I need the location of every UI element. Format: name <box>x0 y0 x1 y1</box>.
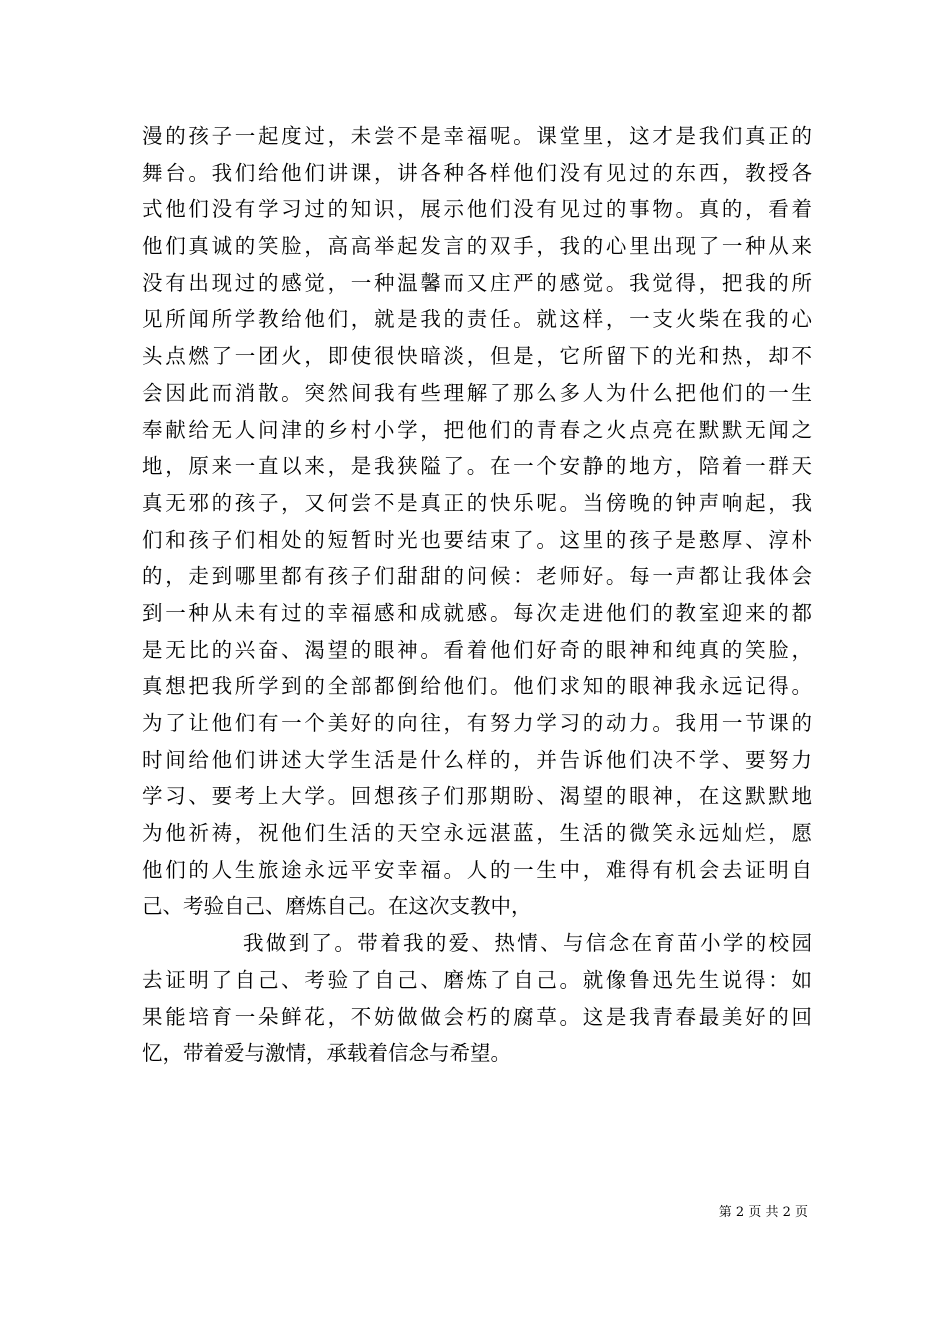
text-line: 我做到了。带着我的爱、热情、与信念在育苗小学的校园 <box>243 931 812 956</box>
text-line: 时间给他们讲述大学生活是什么样的，并告诉他们决不学、要努力 <box>142 747 812 772</box>
text-line: 们和孩子们相处的短暂时光也要结束了。这里的孩子是憨厚、淳朴 <box>142 527 812 552</box>
text-line: 真无邪的孩子，又何尝不是真正的快乐呢。当傍晚的钟声响起，我 <box>142 490 812 515</box>
text-line: 他们真诚的笑脸，高高举起发言的双手，我的心里出现了一种从来 <box>142 234 812 259</box>
body-text <box>142 118 812 1072</box>
text-line: 的，走到哪里都有孩子们甜甜的问候：老师好。每一声都让我体会 <box>142 564 812 589</box>
text-line: 己、考验自己、磨炼自己。在这次支教中， <box>142 894 532 919</box>
text-line: 没有出现过的感觉，一种温馨而又庄严的感觉。我觉得，把我的所 <box>142 270 812 295</box>
text-line: 到一种从未有过的幸福感和成就感。每次走进他们的教室迎来的都 <box>142 600 812 625</box>
text-line: 去证明了自己、考验了自己、磨炼了自己。就像鲁迅先生说得：如 <box>142 967 812 992</box>
text-line: 奉献给无人问津的乡村小学，把他们的青春之火点亮在默默无闻之 <box>142 417 812 442</box>
text-line: 漫的孩子一起度过，未尝不是幸福呢。课堂里，这才是我们真正的 <box>142 124 812 148</box>
text-line: 忆，带着爱与激情，承载着信念与希望。 <box>142 1041 511 1066</box>
text-line: 是无比的兴奋、渴望的眼神。看着他们好奇的眼神和纯真的笑脸， <box>142 637 812 662</box>
text-line: 会因此而消散。突然间我有些理解了那么多人为什么把他们的一生 <box>142 380 812 405</box>
text-line: 为了让他们有一个美好的向往，有努力学习的动力。我用一节课的 <box>142 711 812 735</box>
text-line: 学习、要考上大学。回想孩子们那期盼、渴望的眼神，在这默默地 <box>142 784 812 809</box>
text-line: 真想把我所学到的全部都倒给他们。他们求知的眼神我永远记得。 <box>142 674 812 699</box>
text-line: 舞台。我们给他们讲课，讲各种各样他们没有见过的东西，教授各 <box>142 160 812 185</box>
text-line: 为他祈祷，祝他们生活的天空永远湛蓝，生活的微笑永远灿烂，愿 <box>142 821 812 846</box>
text-line: 见所闻所学教给他们，就是我的责任。就这样，一支火柴在我的心 <box>142 307 812 332</box>
text-line: 地，原来一直以来，是我狭隘了。在一个安静的地方，陪着一群天 <box>142 454 812 479</box>
text-line: 头点燃了一团火，即使很快暗淡，但是，它所留下的光和热，却不 <box>142 344 812 369</box>
text-line: 果能培育一朵鲜花，不妨做做会朽的腐草。这是我青春最美好的回 <box>142 1004 812 1029</box>
page-number-footer: 第 2 页 共 2 页 <box>718 1205 808 1220</box>
text-line: 他们的人生旅途永远平安幸福。人的一生中，难得有机会去证明自 <box>142 857 812 882</box>
text-line: 式他们没有学习过的知识，展示他们没有见过的事物。真的，看着 <box>142 197 812 222</box>
